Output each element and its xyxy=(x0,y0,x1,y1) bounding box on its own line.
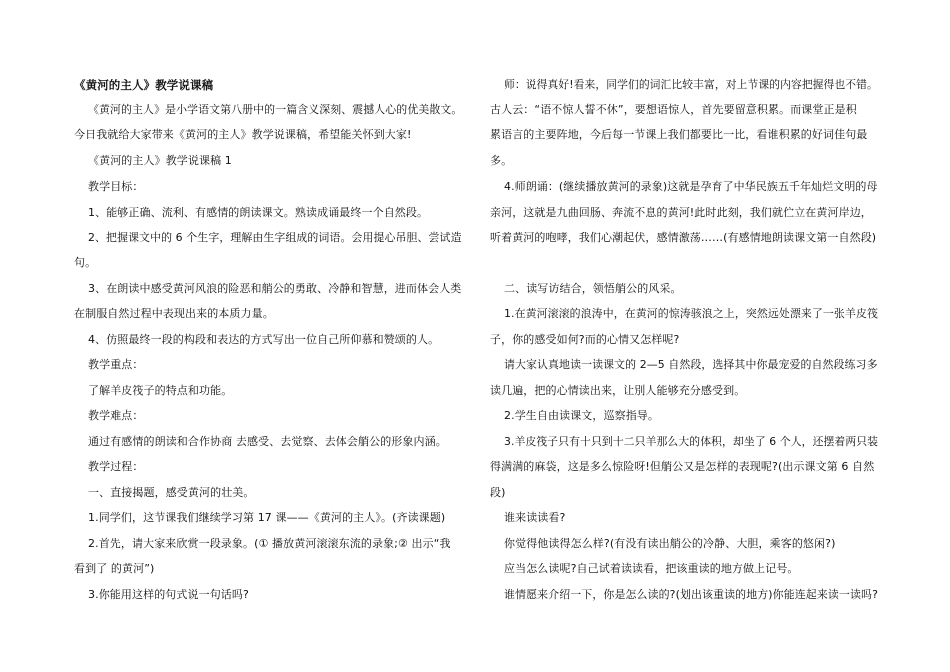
paragraph-line: 子，你的感受如何?而的心情又怎样呢? xyxy=(490,333,680,346)
paragraph-line: 你觉得他读得怎么样?(有没有读出艄公的冷静、大胆，乘客的悠闲?) xyxy=(504,537,836,550)
paragraph-line: 亲河，这就是九曲回肠、奔流不息的黄河!此时此刻，我们就伫立在黄河岸边， xyxy=(490,206,872,219)
paragraph-line: 2.首先，请大家来欣赏一段录象。(① 播放黄河滚滚东流的录象;② 出示“我 xyxy=(88,537,451,550)
paragraph-line: 了解羊皮筏子的特点和功能。 xyxy=(88,384,233,397)
section-heading: 教学重点： xyxy=(88,358,144,371)
paragraph-line: 在制服自然过程中表现出来的本质力量。 xyxy=(74,307,274,320)
paragraph-line: 1、能够正确、流利、有感情的朗读课文。熟读成诵最终一个自然段。 xyxy=(88,206,429,219)
paragraph-line: 段) xyxy=(490,486,506,499)
paragraph-line: 通过有感情的朗读和合作协商 去感受、去觉察、去体会艄公的形象内涵。 xyxy=(88,435,447,448)
paragraph-line: 1.在黄河滚滚的浪涛中，在黄河的惊涛骇浪之上，突然远处漂来了一张羊皮筏 xyxy=(504,307,878,320)
section-heading: 二、读写访结合，领悟艄公的风采。 xyxy=(504,282,682,295)
paragraph-line: 谁情愿来介绍一下，你是怎么读的?(划出该重读的地方)你能连起来读一读吗? xyxy=(504,588,878,601)
paragraph-line: 师：说得真好!看来，同学们的词汇比较丰富，对上节课的内容把握得也不错。 xyxy=(504,78,878,91)
paragraph-line: 2.学生自由读课文，巡察指导。 xyxy=(504,409,659,422)
paragraph-line: 累语言的主要阵地，今后每一节课上我们都要比一比，看谁积累的好词佳句最 xyxy=(490,128,868,141)
paragraph-line: 谁来读读看? xyxy=(504,511,566,524)
paragraph-line: 4.师朗诵：(继续播放黄河的录象)这就是孕育了中华民族五千年灿烂文明的母 xyxy=(504,180,878,193)
paragraph-line: 应当怎么读呢?自己试着读读看，把该重读的地方做上记号。 xyxy=(504,562,799,575)
section-heading: 教学难点： xyxy=(88,409,144,422)
paragraph-line: 今日我就给大家带来《黄河的主人》教学说课稿，希望能关怀到大家! xyxy=(74,128,412,141)
paragraph-line: 1.同学们，这节课我们继续学习第 17 课——《黄河的主人》。(齐读课题) xyxy=(88,511,446,524)
section-heading: 教学过程： xyxy=(88,460,144,473)
paragraph-line: 3、在朗读中感受黄河风浪的险恶和艄公的勇敢、冷静和智慧，进而体会人类 xyxy=(88,282,462,295)
paragraph-line: 多。 xyxy=(490,154,513,167)
paragraph-line: 一、直接揭题，感受黄河的壮美。 xyxy=(88,486,255,499)
paragraph-line: 看到了 的黄河”) xyxy=(74,562,155,575)
paragraph-line: 读几遍，把的心情读出来，让別人能够充分感受到。 xyxy=(490,384,746,397)
paragraph-line: 3.你能用这样的句式说一句话吗? xyxy=(88,588,249,601)
paragraph-line: 古人云：“语不惊人誓不休”，要想语惊人，首先要留意积累。而课堂正是积 xyxy=(490,103,857,116)
paragraph-line: 3.羊皮筏子只有十只到十二只羊那么大的体积，却坐了 6 个人，还摆着两只装 xyxy=(504,435,879,448)
section-heading: 《黄河的主人》教学说课稿 1 xyxy=(88,154,232,167)
paragraph-line: 请大家认真地读一读课文的 2—5 自然段，选择其中你最宠爱的自然段练习多 xyxy=(504,358,878,371)
paragraph-line: 句。 xyxy=(74,256,97,269)
paragraph-line: 得满满的麻袋，这是多么惊险呀!但艄公又是怎样的表现呢?(出示课文第 6 自然 xyxy=(490,460,875,473)
paragraph-line: 《黄河的主人》是小学语文第八册中的一篇含义深刻、震撼人心的优美散文。 xyxy=(88,103,463,116)
paragraph-line: 听着黄河的咆哮，我们心潮起伏，感情激荡……(有感情地朗读课文第一自然段) xyxy=(490,231,877,244)
paragraph-line: 2、把握课文中的 6 个生字，理解由生字组成的词语。会用提心吊胆、尝试造 xyxy=(88,231,462,244)
document-title: 《黄河的主人》教学说课稿 xyxy=(74,78,214,92)
paragraph-line: 4、仿照最终一段的构段和表达的方式写出一位自己所仰慕和赞颂的人。 xyxy=(88,333,440,346)
section-heading: 教学目标： xyxy=(88,180,144,193)
